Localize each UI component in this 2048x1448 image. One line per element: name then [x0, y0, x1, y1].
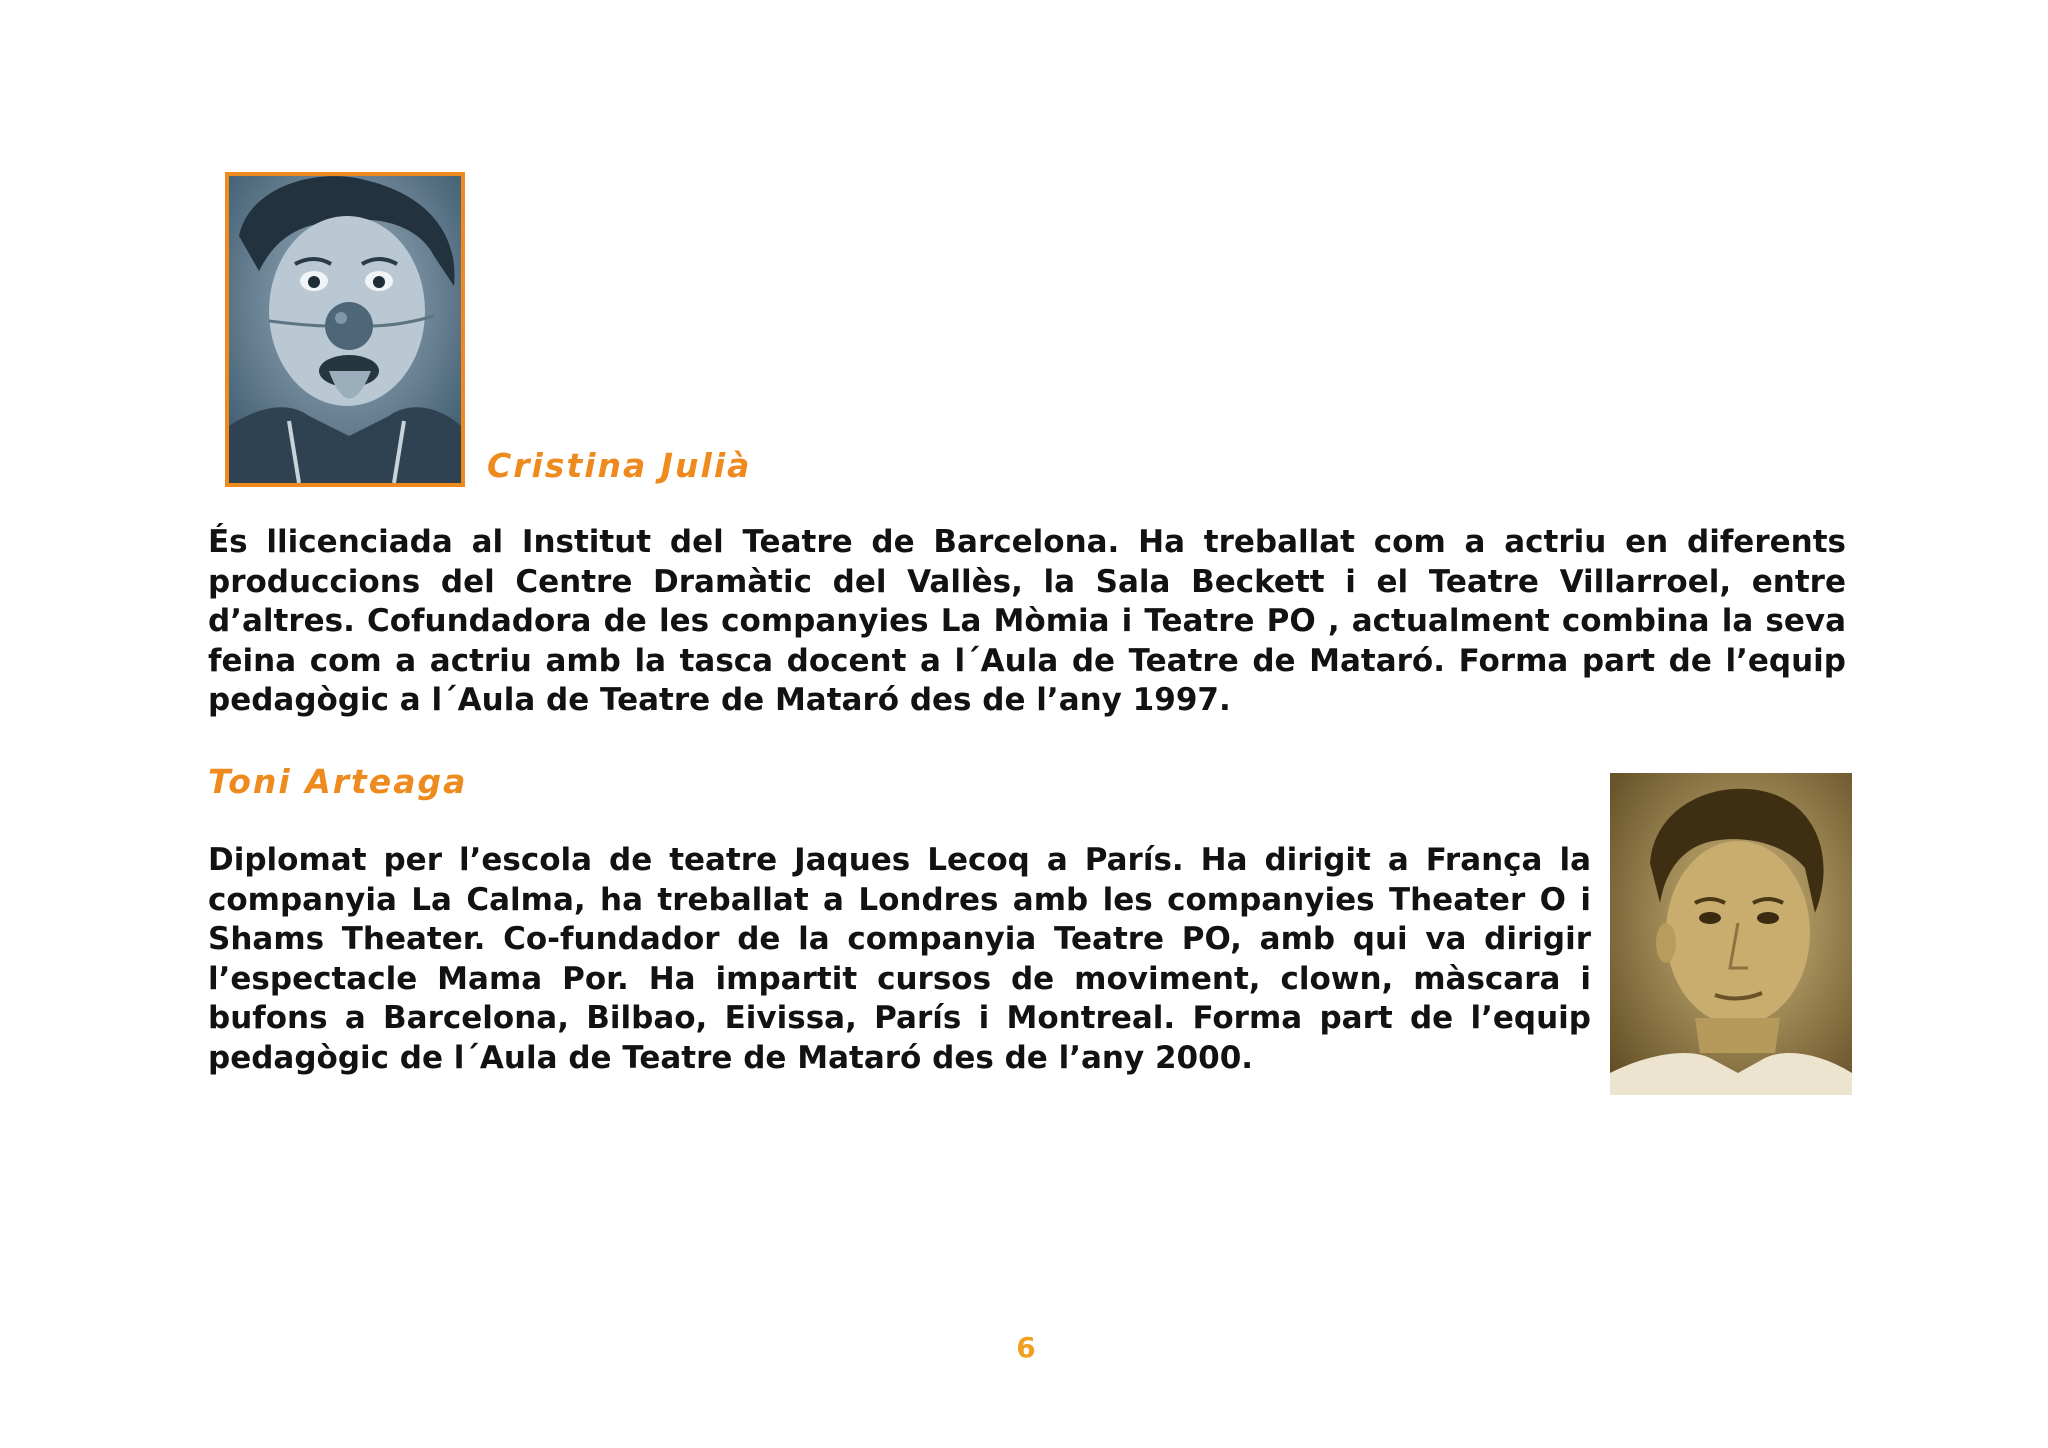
toni-arteaga-name: Toni Arteaga: [208, 762, 468, 801]
toni-arteaga-bio: Diplomat per l’escola de teatre Jaques Lecoq a París. Ha dirigit a França la companyia La Calma, ha treballat a Londres amb les companyies Theater O i Shams Theater. Co-fundador de la companyia Teatre PO, amb qui va dirigir l’espectacle Mama Por. Ha impartit cursos de moviment, clown, màscara i bufons a Barcelona, Bilbao, Eivissa, París i Montreal. Forma part de l’equip pedagògic de l´Aula de Teatre de Mataró des de l’any 2000.: [208, 842, 1591, 1076]
cristina-julia-photo: [225, 172, 465, 487]
cristina-julia-name: Cristina Julià: [487, 446, 752, 485]
toni-arteaga-photo: [1610, 773, 1852, 1095]
page-number: 6: [1016, 1331, 1036, 1364]
cristina-julia-bio: És llicenciada al Institut del Teatre de Barcelona. Ha treballat com a actriu en diferents produccions del Centre Dramàtic del Vallès, la Sala Beckett i el Teatre Villarroel, entre d’altres. Cofundadora de les companyies La Mòmia i Teatre PO , actualment combina la seva feina com a actriu amb la tasca docent a l´Aula de Teatre de Mataró. Forma part de l’equip pedagògic a l´Aula de Teatre de Mataró des de l’any 1997.: [208, 524, 1846, 718]
